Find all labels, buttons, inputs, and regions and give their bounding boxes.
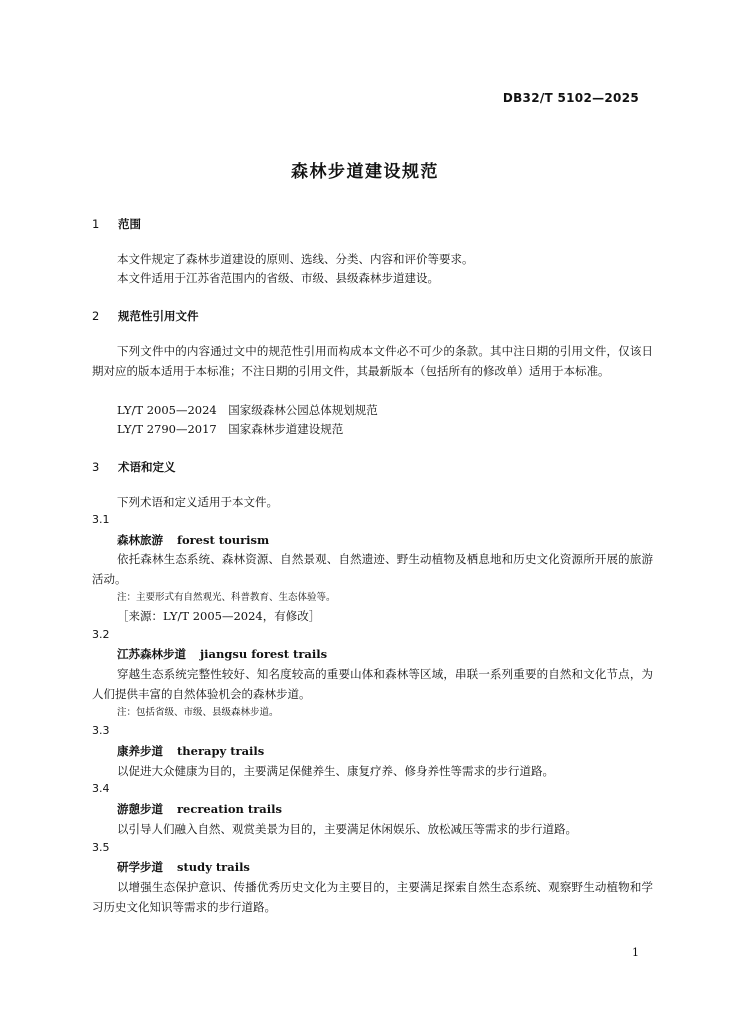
- term-zh: 康养步道: [117, 744, 163, 758]
- term-3-1-note: 注：主要形式有自然观光、科普教育、生态体验等。: [117, 592, 336, 603]
- term-3-1-title: [117, 532, 269, 548]
- term-en: forest tourism: [177, 533, 270, 547]
- term-3-2-number: 3.2: [92, 628, 110, 641]
- page-number: 1: [632, 946, 639, 959]
- term-3-2-definition: 穿越生态系统完整性较好、知名度较高的重要山体和森林等区域，串联一系列重要的自然和文化节点，为人们提供丰富的自然体验机会的森林步道。: [92, 667, 653, 701]
- term-3-1-number: 3.1: [92, 513, 110, 526]
- term-zh: 森林旅游: [117, 533, 163, 547]
- term-en: recreation trails: [177, 802, 282, 816]
- term-en: jiangsu forest trails: [200, 647, 328, 661]
- section-title: 范围: [118, 217, 141, 231]
- term-zh: 江苏森林步道: [117, 647, 186, 661]
- section-1-heading: [92, 216, 141, 232]
- section-1-paragraph-1: 本文件规定了森林步道建设的原则、选线、分类、内容和评价等要求。: [117, 252, 474, 266]
- section-title: 规范性引用文件: [118, 309, 199, 323]
- term-3-3-title: [117, 743, 264, 759]
- term-3-5-title: [117, 859, 250, 875]
- section-3-intro: 下列术语和定义适用于本文件。: [117, 495, 278, 509]
- term-3-3-number: 3.3: [92, 724, 110, 737]
- term-3-4-definition: 以引导人们融入自然、观赏美景为目的，主要满足休闲娱乐、放松减压等需求的步行道路。: [117, 822, 577, 836]
- section-1-paragraph-2: 本文件适用于江苏省范围内的省级、市级、县级森林步道建设。: [117, 271, 439, 285]
- term-3-5-number: 3.5: [92, 841, 110, 854]
- document-number: DB32/T 5102—2025: [502, 91, 639, 105]
- section-title: 术语和定义: [118, 460, 176, 474]
- term-zh: 游憩步道: [117, 802, 163, 816]
- section-number: 2: [92, 309, 100, 323]
- term-3-2-title: [117, 646, 327, 662]
- term-en: study trails: [177, 860, 250, 874]
- term-3-1-source: ［来源：LY/T 2005—2024，有修改］: [117, 609, 321, 623]
- section-3-heading: [92, 459, 176, 475]
- term-3-5-definition: 以增强生态保护意识、传播优秀历史文化为主要目的，主要满足探索自然生态系统、观察野生动植物和学习历史文化知识等需求的步行道路。: [92, 880, 653, 914]
- term-3-1-definition: 依托森林生态系统、森林资源、自然景观、自然遗迹、野生动植物及栖息地和历史文化资源所开展的旅游活动。: [92, 552, 653, 586]
- reference-2: LY/T 2790—2017 国家森林步道建设规范: [117, 422, 344, 436]
- section-number: 1: [92, 217, 100, 231]
- reference-1: LY/T 2005—2024 国家级森林公园总体规划规范: [117, 403, 378, 417]
- term-3-4-title: [117, 801, 282, 817]
- term-3-2-note: 注：包括省级、市级、县级森林步道。: [117, 707, 279, 718]
- term-zh: 研学步道: [117, 860, 163, 874]
- term-3-4-number: 3.4: [92, 782, 110, 795]
- term-3-3-definition: 以促进大众健康为目的，主要满足保健养生、康复疗养、修身养性等需求的步行道路。: [117, 764, 554, 778]
- term-en: therapy trails: [177, 744, 265, 758]
- section-number: 3: [92, 460, 100, 474]
- document-title: 森林步道建设规范: [291, 162, 439, 182]
- section-2-heading: [92, 308, 199, 324]
- section-2-intro: 下列文件中的内容通过文中的规范性引用而构成本文件必不可少的条款。其中注日期的引用文件，仅该日期对应的版本适用于本标准；不注日期的引用文件，其最新版本（包括所有的修改单）适用于本标准。: [92, 344, 653, 378]
